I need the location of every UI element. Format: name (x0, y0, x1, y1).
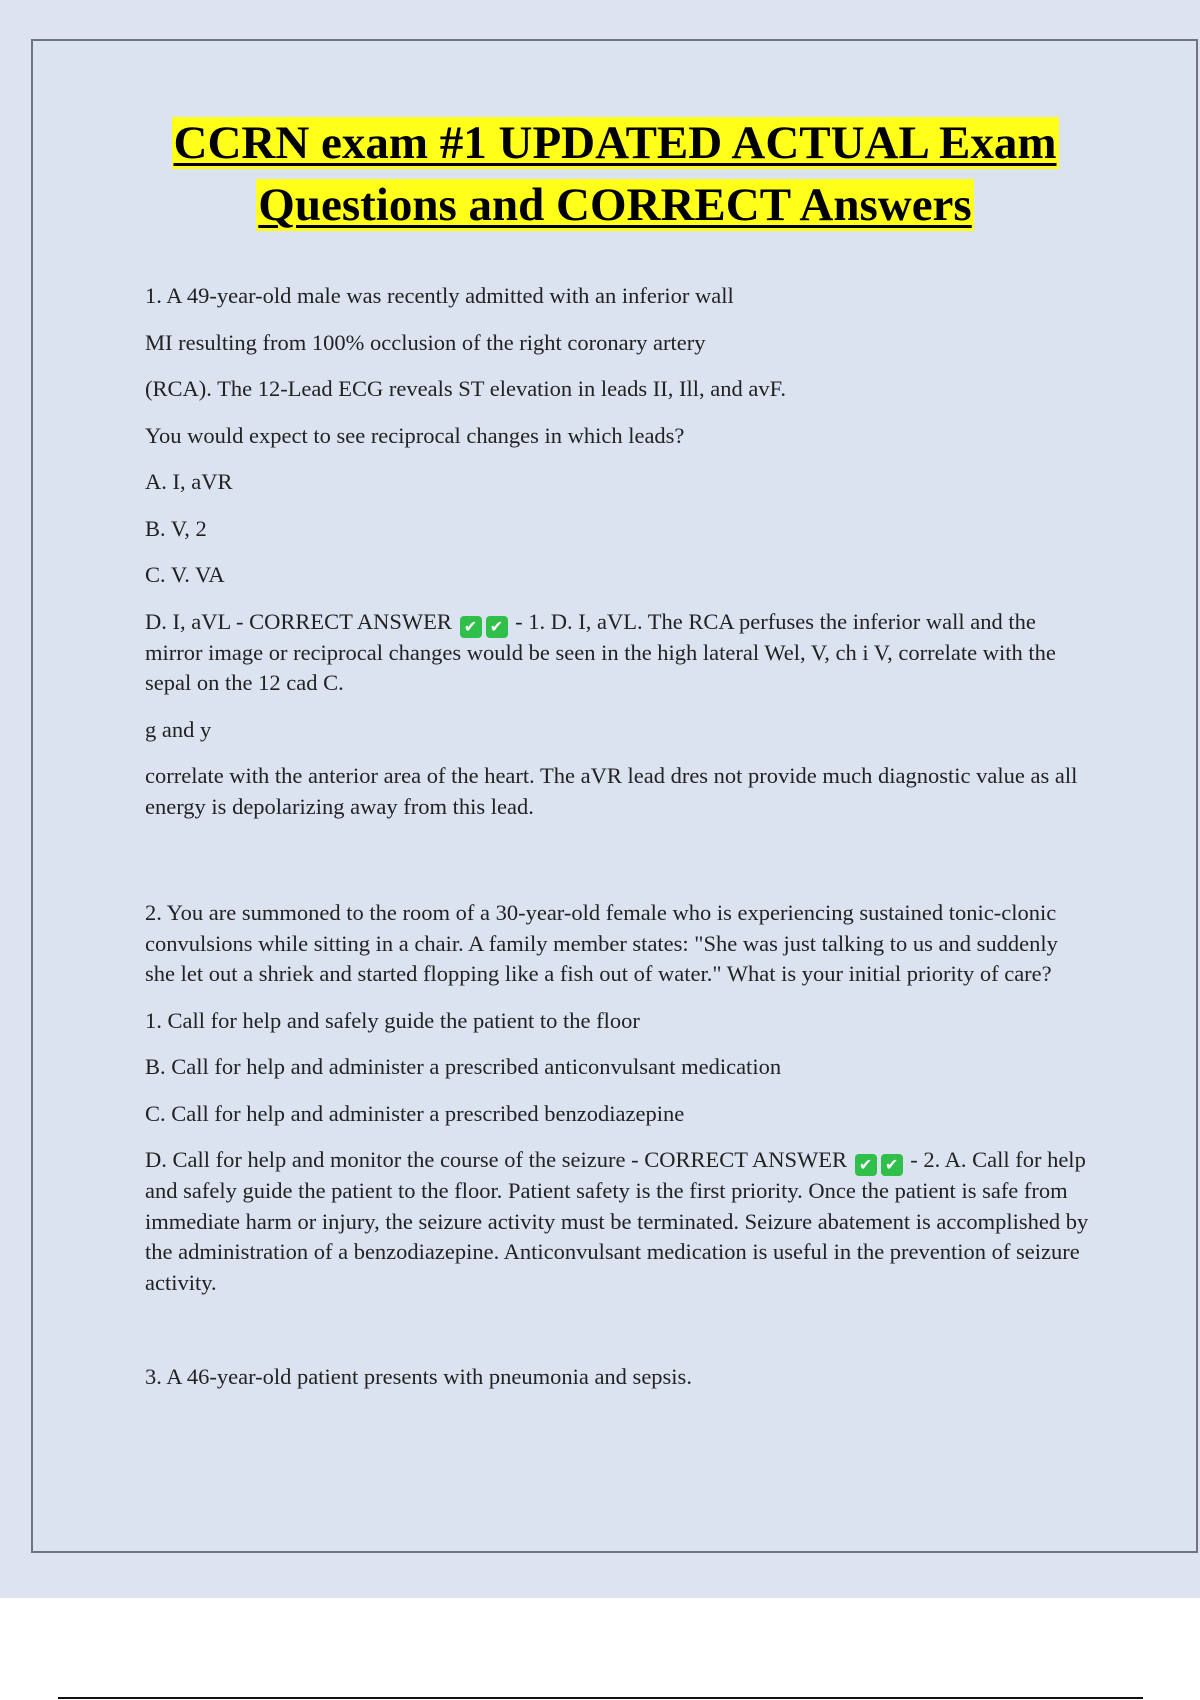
q1-option-b: B. V, 2 (145, 515, 207, 541)
q1-line-1: 1. A 49-year-old male was recently admitted with an inferior wall (145, 283, 734, 308)
check-icon: ✔ (486, 616, 508, 638)
q1-option-d: D. I, aVL - CORRECT ANSWER (145, 608, 452, 634)
q2-option-d: D. Call for help and monitor the course of the seizure - CORRECT ANSWER (145, 1147, 847, 1172)
q1-line-4: You would expect to see reciprocal changes in which leads? (145, 422, 685, 448)
check-icon: ✔ (855, 1154, 877, 1176)
check-icon: ✔ (881, 1154, 903, 1176)
q3-stem: 3. A 46-year-old patient presents with pneumonia and sepsis. (145, 1364, 692, 1389)
q1-continuation: correlate with the anterior area of the heart. The aVR lead dres not provide much diagnostic value as all energy is depolarizing away from this lead. (145, 763, 1078, 819)
spacer (145, 1314, 1093, 1362)
q2-option-b: B. Call for help and administer a prescribed anticonvulsant medication (145, 1054, 782, 1079)
title-line-2: Questions and CORRECT Answers (258, 179, 972, 231)
q2-option-c: C. Call for help and administer a prescribed benzodiazepine (145, 1100, 685, 1126)
q1-option-a: A. I, aVR (145, 469, 233, 494)
q1-fragment: g and y (145, 716, 212, 742)
q1-line-2: MI resulting from 100% occlusion of the right coronary artery (145, 329, 706, 355)
title-line-1: CCRN exam #1 UPDATED ACTUAL Exam (173, 117, 1057, 169)
q2-answer (145, 1145, 1093, 1298)
q1-line-3: (RCA). The 12-Lead ECG reveals ST elevation in leads II, Ill, and avF. (145, 376, 786, 401)
check-icon: ✔ (460, 616, 482, 638)
q1-option-c: C. V. VA (145, 562, 225, 587)
document-title (60, 112, 1170, 236)
spacer (145, 838, 1093, 898)
q2-stem: 2. You are summoned to the room of a 30-year-old female who is experiencing sustained tonic-clonic convulsions while sitting in a chair. A family member states: "She was just talking to us and suddenly she let out a shriek and started flopping like a fish out of water." What is your initial priority of care? (145, 900, 1058, 986)
document-body (145, 281, 1093, 1409)
q1-answer-text: - 1. D. I, aVL. The RCA perfuses the inferior wall and the mirror image or reciprocal changes would be seen in the high lateral Wel, V, ch i V, correlate with the sepal on the 12 cad C. (145, 608, 1056, 695)
q2-answer-text: - 2. A. Call for help and safely guide the patient to the floor. Patient safety is the first priority. Once the patient is safe from immediate harm or injury, the seizure activity must be terminated. Seizure abatement is accomplished by the administration of a benzodiazepine. Anticonvulsant medication is useful in the prevention of seizure activity. (145, 1147, 1089, 1295)
footer-rule (58, 1697, 1143, 1699)
q2-option-1: 1. Call for help and safely guide the patient to the floor (145, 1007, 640, 1033)
q1-answer (145, 607, 1093, 699)
